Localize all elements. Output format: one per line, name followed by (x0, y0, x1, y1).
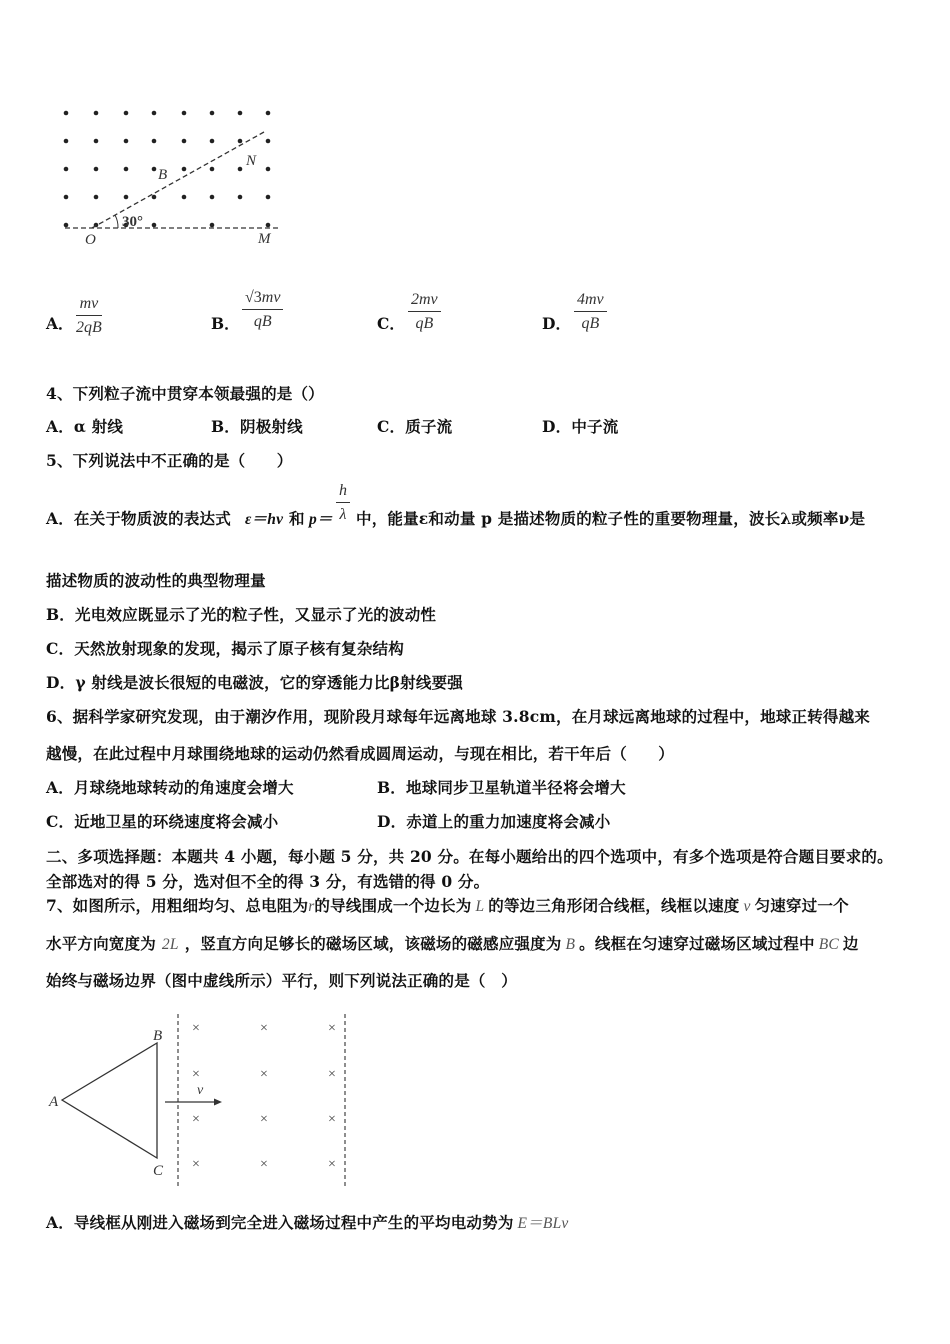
field-dot (64, 167, 69, 172)
field-cross-mark: × (328, 1112, 336, 1127)
field-dot (266, 195, 271, 200)
field-dot (152, 139, 157, 144)
field-dot (210, 223, 215, 228)
field-dot (182, 167, 187, 172)
q6-option-c[interactable]: C．近地卫星的环绕速度将会减小 (46, 812, 279, 831)
q6-stem-line1: 6、据科学家研究发现，由于潮汐作用，现阶段月球每年远离地球 3.8cm，在月球远离地球的过程中，地球正转得越来 (46, 707, 870, 726)
label-B: B (153, 1028, 163, 1044)
text: 的等边三角形闭合线框，线框以速度 (488, 896, 740, 915)
field-dot (152, 195, 157, 200)
field-dot (152, 223, 157, 228)
q7-option-a[interactable] (46, 1211, 568, 1233)
field-cross-mark: × (260, 1157, 268, 1172)
field-dot (124, 139, 129, 144)
text: A．导线框从刚进入磁场到完全进入磁场过程中产生的平均电动势为 (46, 1213, 514, 1232)
q5-option-a-prefix: A．在关于物质波的表达式 (46, 509, 231, 528)
field-dot (64, 139, 69, 144)
fraction-h-over-lambda (336, 482, 350, 524)
q7-stem-line2 (46, 932, 859, 954)
q6-stem-line2: 越慢，在此过程中月球围绕地球的运动仍然看成圆周运动，与现在相比，若干年后（ ） (46, 744, 675, 763)
option-letter: B． (211, 314, 240, 333)
field-dot (238, 139, 243, 144)
text: 边 (842, 934, 859, 953)
figure-magnetic-field-dots (50, 95, 290, 255)
fraction (76, 295, 102, 337)
denominator: λ (339, 506, 347, 523)
field-dot (266, 111, 271, 116)
symbol-r: r (308, 898, 315, 915)
field-dot (210, 139, 215, 144)
q5-option-c[interactable]: C．天然放射现象的发现，揭示了原子核有复杂结构 (46, 639, 404, 658)
q5-and: 和 (289, 509, 305, 528)
denominator: qB (253, 313, 272, 330)
symbol-v: v (743, 898, 751, 915)
symbol-BC: BC (818, 936, 839, 953)
field-dot (64, 111, 69, 116)
q6-option-b[interactable]: B．地球同步卫星轨道半径将会增大 (377, 778, 626, 797)
sqrt-three: √3 (245, 289, 262, 306)
field-cross-mark: × (328, 1067, 336, 1082)
q4-option-a[interactable]: A．α 射线 (46, 417, 124, 436)
field-dot (210, 167, 215, 172)
label-N: N (246, 153, 257, 169)
numerator: mv (79, 295, 99, 312)
symbol-B: B (565, 936, 576, 953)
field-dot (124, 167, 129, 172)
symbol-2L: 2L (161, 936, 179, 953)
field-cross-mark: × (192, 1067, 200, 1082)
numerator: 4mv (577, 291, 604, 308)
q7-stem-line3: 始终与磁场边界（图中虚线所示）平行，则下列说法正确的是（ ） (46, 971, 518, 990)
text: 的导线围成一个边长为 (314, 896, 472, 915)
equation-emf: E＝BLv (517, 1215, 569, 1232)
q4-option-d[interactable]: D．中子流 (542, 417, 619, 436)
q5-option-a-rest: 中，能量ε和动量 p 是描述物质的粒子性的重要物理量，波长λ或频率ν是 (356, 509, 866, 528)
velocity-arrowhead (214, 1099, 222, 1106)
field-cross-mark: × (328, 1021, 336, 1036)
q4-stem: 4、下列粒子流中贯穿本领最强的是（） (46, 384, 324, 403)
q6-option-a[interactable]: A．月球绕地球转动的角速度会增大 (46, 778, 294, 797)
angle-arc (115, 215, 118, 228)
label-C: C (153, 1163, 164, 1179)
field-dot (210, 111, 215, 116)
text: ，竖直方向足够长的磁场区域，该磁场的磁感应强度为 (184, 934, 562, 953)
label-v: v (197, 1083, 204, 1098)
field-cross-mark: × (192, 1112, 200, 1127)
symbol-L: L (475, 898, 485, 915)
field-dot (124, 195, 129, 200)
field-dot (210, 195, 215, 200)
option-letter: C． (377, 314, 405, 333)
field-dot (266, 139, 271, 144)
triangle-loop (62, 1043, 157, 1158)
field-dot (152, 167, 157, 172)
field-cross-mark: × (328, 1157, 336, 1172)
denominator: qB (415, 315, 434, 332)
figure-triangle-field (40, 1010, 360, 1195)
field-dot (94, 111, 99, 116)
field-dot (94, 139, 99, 144)
field-cross-mark: × (192, 1157, 200, 1172)
field-cross-mark: × (260, 1112, 268, 1127)
label-A: A (49, 1094, 59, 1110)
text: 。线框在匀速穿过磁场区域过程中 (579, 934, 815, 953)
field-dot (238, 167, 243, 172)
field-dot (64, 223, 69, 228)
field-dot (182, 111, 187, 116)
field-dot (94, 167, 99, 172)
field-dot (238, 195, 243, 200)
field-cross-mark: × (260, 1021, 268, 1036)
text: 水平方向宽度为 (46, 934, 156, 953)
numerator: h (339, 482, 347, 499)
text: 7、如图所示，用粗细均匀、总电阻为 (46, 896, 309, 915)
q6-option-d[interactable]: D．赤道上的重力加速度将会减小 (377, 812, 611, 831)
line-ON (92, 132, 264, 228)
label-B: B (158, 167, 168, 183)
q5-option-d[interactable]: D．γ 射线是波长很短的电磁波，它的穿透能力比β射线要强 (46, 673, 463, 692)
section2-heading-line2: 全部选对的得 5 分，选对但不全的得 3 分，有选错的得 0 分。 (46, 872, 490, 891)
field-dot (152, 111, 157, 116)
q5-eq-energy: ε＝hν (245, 511, 284, 528)
text: 匀速穿过一个 (754, 896, 849, 915)
field-dot (238, 111, 243, 116)
numerator: 2mv (411, 291, 438, 308)
field-dot (266, 223, 271, 228)
q5-eq-momentum: p＝ (309, 511, 333, 528)
q4-option-b[interactable]: B．阴极射线 (211, 417, 303, 436)
numerator: mv (261, 289, 281, 306)
fraction (574, 291, 607, 333)
field-dot (266, 167, 271, 172)
field-cross-mark: × (192, 1021, 200, 1036)
field-dot (94, 195, 99, 200)
label-O: O (85, 232, 96, 248)
denominator: 2qB (76, 319, 102, 336)
field-dot (182, 139, 187, 144)
fraction (242, 289, 283, 331)
section2-heading-line1: 二、多项选择题：本题共 4 小题，每小题 5 分，共 20 分。在每小题给出的四个选项中，有多个选项是符合题目要求的。 (46, 847, 893, 866)
q7-stem-line1 (46, 894, 849, 916)
label-M: M (258, 231, 271, 247)
fraction (408, 291, 441, 333)
field-cross-mark: × (260, 1067, 268, 1082)
q5-option-b[interactable]: B．光电效应既显示了光的粒子性，又显示了光的波动性 (46, 605, 437, 624)
field-dot (182, 195, 187, 200)
denominator: qB (581, 315, 600, 332)
q4-option-c[interactable]: C．质子流 (377, 417, 453, 436)
option-letter: A． (46, 314, 74, 333)
field-dot (64, 195, 69, 200)
q5-option-a-line2: 描述物质的波动性的典型物理量 (46, 571, 266, 590)
label-angle: 30° (122, 214, 143, 230)
field-dot (124, 111, 129, 116)
q5-stem: 5、下列说法中不正确的是（ ） (46, 451, 293, 470)
option-letter: D． (542, 314, 571, 333)
